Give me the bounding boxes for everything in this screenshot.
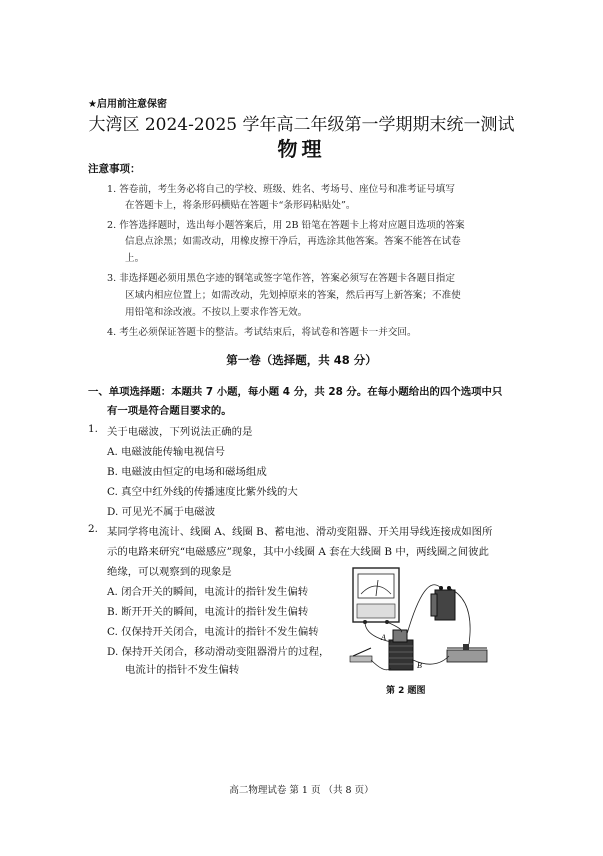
q2-option-d: D. 保持开关闭合，移动滑动变阻器滑片的过程， — [107, 646, 330, 658]
q1-stem: 关于电磁波，下列说法正确的是 — [107, 426, 253, 438]
q1-number: 1. — [88, 423, 98, 435]
q1-option-d: D. 可见光不属于电磁波 — [107, 506, 216, 518]
notice-heading: 注意事项： — [88, 163, 141, 175]
notice-line: 用铅笔和涂改液。不按以上要求作答无效。 — [125, 307, 308, 318]
q1-option-c: C. 真空中红外线的传播速度比紫外线的大 — [107, 486, 298, 498]
confidential-mark: ★启用前注意保密 — [88, 99, 167, 110]
battery-icon — [431, 586, 455, 620]
notice-line: 信息点涂黑；如需改动，用橡皮擦干净后，再选涂其他答案。答案不能答在试卷 — [125, 236, 461, 247]
notice-line: 1. 答卷前，考生务必将自己的学校、班级、姓名、考场号、座位号和准考证号填写 — [107, 184, 455, 195]
q2-option-c: C. 仅保持开关闭合，电流计的指针不发生偏转 — [107, 626, 319, 638]
switch-icon — [350, 648, 372, 662]
notice-line: 上。 — [125, 253, 145, 264]
notice-line: 在答题卡上，将条形码横贴在答题卡“条形码粘贴处”。 — [125, 200, 356, 211]
notice-line: 区域内相应位置上；如需改动，先划掉原来的答案，然后再写上新答案；不准使 — [125, 290, 461, 301]
galvanometer-icon — [353, 568, 399, 624]
section-title: 第一卷（选择题，共 48 分） — [226, 353, 377, 367]
q2-number: 2. — [88, 523, 98, 535]
section-intro: 一、单项选择题：本题共 7 小题，每小题 4 分，共 28 分。在每小题给出的四个选项中只 — [88, 386, 503, 398]
q2-stem: 某同学将电流计、线圈 A、线圈 B、蓄电池、滑动变阻器、开关用导线连接成如图所 — [107, 526, 493, 538]
exam-title: 大湾区 2024-2025 学年高二年级第一学期期末统一测试 — [88, 115, 515, 135]
section-intro: 有一项是符合题目要求的。 — [107, 405, 232, 417]
q2-stem: 示的电路来研究“电磁感应”现象，其中小线圈 A 套在大线圈 B 中，两线圈之间彼此 — [107, 546, 489, 558]
q2-circuit-figure — [345, 560, 490, 680]
notice-line: 3. 非选择题必须用黑色字迹的钢笔或签字笔作答，答案必须写在答题卡各题目指定 — [107, 273, 455, 284]
notice-line: 2. 作答选择题时，选出每小题答案后，用 2B 铅笔在答题卡上将对应题目选项的答案 — [107, 220, 465, 231]
coil-b-label: B — [417, 661, 422, 670]
coil-a-label: A — [381, 633, 386, 642]
page-footer: 高二物理试卷 第 1 页 （共 8 页） — [229, 785, 374, 796]
q2-option-d-cont: 电流计的指针不发生偏转 — [125, 664, 240, 676]
q2-option-a: A. 闭合开关的瞬间，电流计的指针发生偏转 — [107, 586, 309, 598]
q1-option-a: A. 电磁波能传输电视信号 — [107, 446, 226, 458]
q2-figure-caption: 第 2 题图 — [386, 686, 426, 696]
subject-title: 物理 — [277, 137, 326, 161]
q2-stem: 绝缘，可以观察到的现象是 — [107, 566, 232, 578]
q1-option-b: B. 电磁波由恒定的电场和磁场组成 — [107, 466, 267, 478]
q2-option-b: B. 断开开关的瞬间，电流计的指针发生偏转 — [107, 606, 309, 618]
rheostat-icon — [447, 644, 487, 662]
coils-icon — [389, 630, 413, 670]
notice-line: 4. 考生必须保证答题卡的整洁。考试结束后，将试卷和答题卡一并交回。 — [107, 327, 417, 338]
